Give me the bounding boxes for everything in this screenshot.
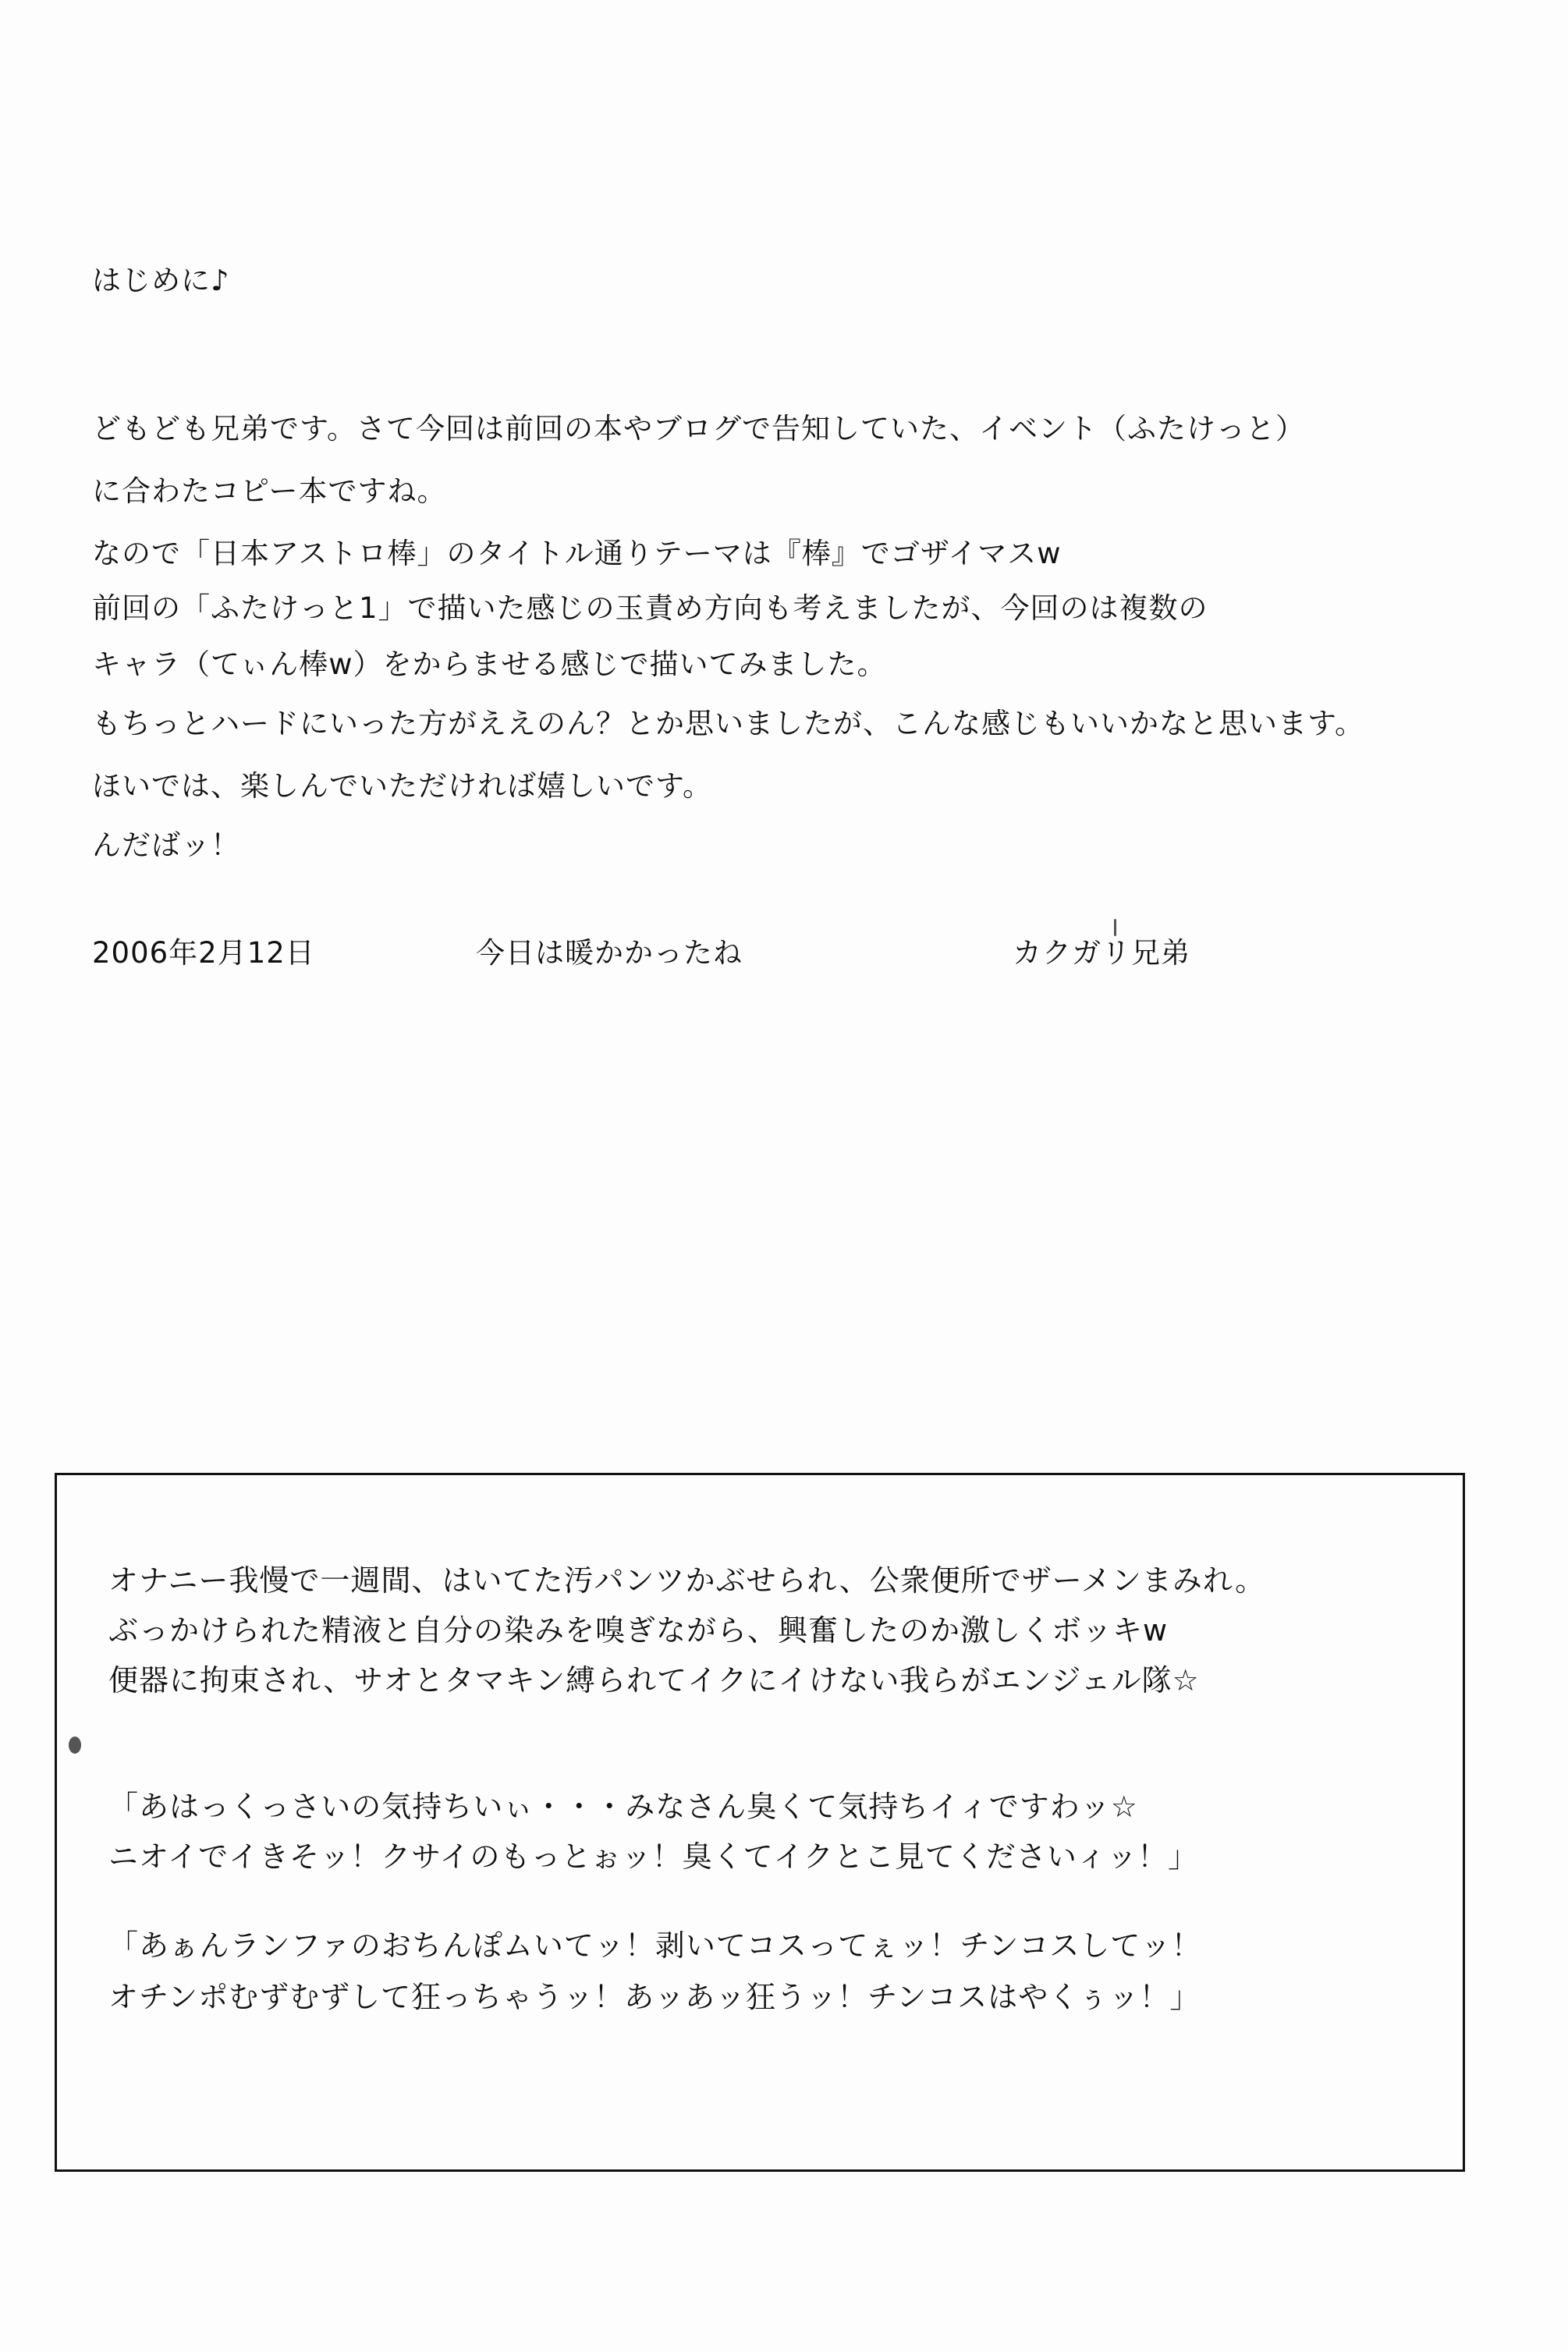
- intro-line: もちっとハードにいった方がええのん？とか思いましたが、こんな感じもいいかなと思います。: [92, 707, 1365, 740]
- quote-line: 「あはっくっさいの気持ちいぃ・・・みなさん臭くて気持ちイィですわッ☆: [108, 1790, 1138, 1824]
- author-name: カクガリ兄弟: [1013, 936, 1190, 970]
- intro-line: 前回の「ふたけっと1」で描いた感じの玉責め方向も考えましたが、今回のは複数の: [92, 591, 1208, 625]
- ink-speck: [69, 1737, 81, 1754]
- intro-line: どもども兄弟です。さて今回は前回の本やブログで告知していた、イベント（ふたけっと）: [92, 412, 1306, 445]
- intro-line: に合わたコピー本ですね。: [92, 474, 447, 508]
- intro-line: なので「日本アストロ棒」のタイトル通りテーマは『棒』でゴザイマスw: [92, 537, 1062, 570]
- weather-note: 今日は暖かかったね: [476, 936, 743, 970]
- intro-heading: はじめに♪: [92, 264, 230, 297]
- description-box: [55, 1473, 1465, 2172]
- ink-speck: [1114, 919, 1116, 936]
- quote-line: ニオイでイきそッ！クサイのもっとぉッ！臭くてイクとこ見てくださいィッ！」: [108, 1839, 1199, 1874]
- date: 2006年2月12日: [92, 936, 315, 970]
- description-line: ぶっかけられた精液と自分の染みを嗅ぎながら、興奮したのか激しくボッキw: [108, 1613, 1169, 1648]
- quote-line: オチンポむずむずして狂っちゃうッ！あッあッ狂うッ！チンコスはやくぅッ！」: [108, 1980, 1201, 2014]
- description-line: 便器に拘束され、サオとタマキン縛られてイクにイけない我らがエンジェル隊☆: [108, 1663, 1200, 1697]
- description-line: オナニー我慢で一週間、はいてた汚パンツかぶせられ、公衆便所でザーメンまみれ。: [108, 1563, 1266, 1598]
- intro-line: キャラ（てぃん棒w）をからませる感じで描いてみました。: [92, 647, 887, 681]
- quote-line: 「あぁんランファのおちんぽムいてッ！剥いてコスってぇッ！チンコスしてッ！: [108, 1928, 1202, 1963]
- intro-line: ほいでは、楽しんでいただければ嬉しいです。: [92, 769, 713, 803]
- intro-line: んだばッ！: [92, 828, 240, 862]
